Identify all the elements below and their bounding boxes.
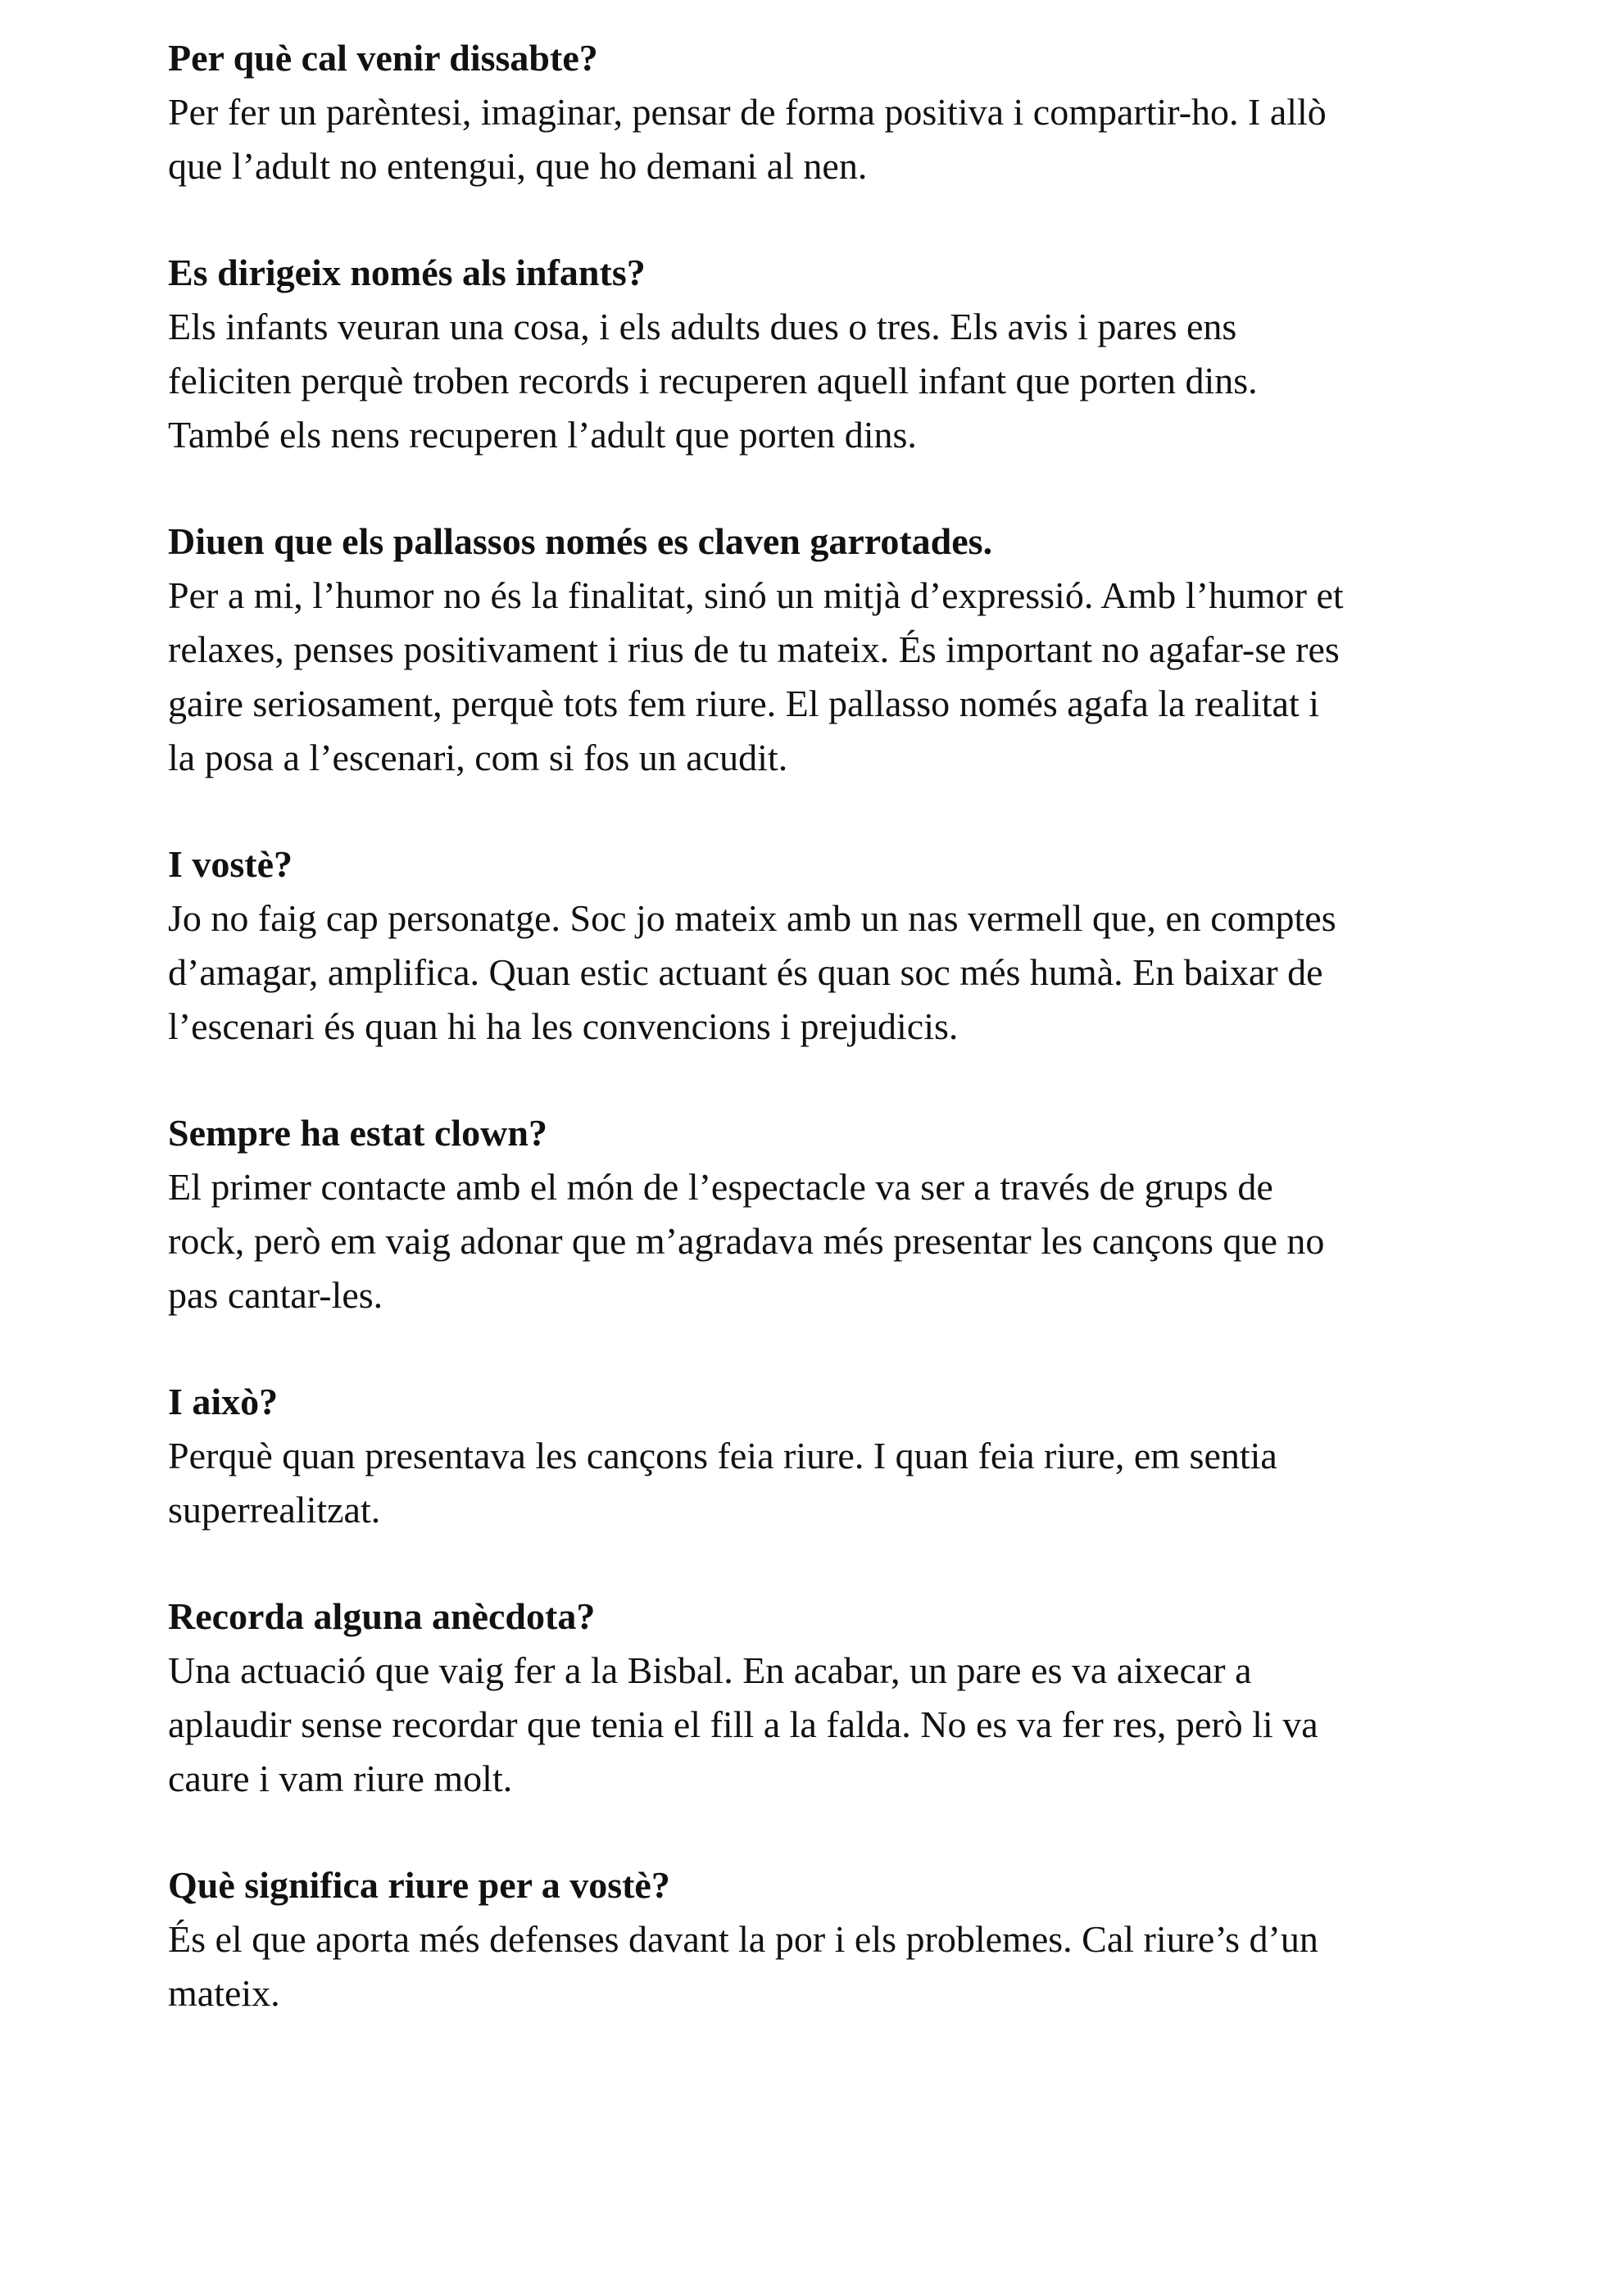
interview-document [168, 31, 1561, 2073]
answer-paragraph [168, 1912, 1561, 2021]
question-heading: Es dirigeix només als infants? [168, 252, 646, 293]
question-heading: Què significa riure per a vostè? [168, 1864, 670, 1906]
answer-paragraph [168, 1644, 1561, 1806]
answer-line: Per a mi, l’humor no és la finalitat, sinó un mitjà d’expressió. Amb l’humor et [168, 574, 1344, 616]
answer-line: També els nens recuperen l’adult que porten dins. [168, 414, 917, 456]
answer-paragraph [168, 85, 1561, 193]
question-heading: Sempre ha estat clown? [168, 1112, 547, 1154]
answer-line: rock, però em vaig adonar que m’agradava més presentar les cançons que no [168, 1220, 1325, 1262]
answer-line: Perquè quan presentava les cançons feia riure. I quan feia riure, em sentia [168, 1435, 1277, 1476]
answer-paragraph [168, 1160, 1561, 1322]
qa-block-5 [168, 1106, 1561, 1322]
answer-line: superrealitzat. [168, 1489, 381, 1531]
answer-line: la posa a l’escenari, com si fos un acudit. [168, 737, 788, 778]
answer-line: feliciten perquè troben records i recuperen aquell infant que porten dins. [168, 360, 1258, 401]
question-heading: Recorda alguna anècdota? [168, 1595, 596, 1637]
answer-line: El primer contacte amb el món de l’espectacle va ser a través de grups de [168, 1166, 1273, 1208]
qa-block-3 [168, 515, 1561, 785]
answer-line: d’amagar, amplifica. Quan estic actuant és quan soc més humà. En baixar de [168, 951, 1323, 993]
qa-block-2 [168, 246, 1561, 462]
answer-paragraph [168, 891, 1561, 1054]
question-heading: Per què cal venir dissabte? [168, 37, 598, 79]
answer-line: Els infants veuran una cosa, i els adults dues o tres. Els avis i pares ens [168, 306, 1237, 347]
answer-line: gaire seriosament, perquè tots fem riure. El pallasso només agafa la realitat i [168, 683, 1320, 724]
answer-line: Per fer un parèntesi, imaginar, pensar de forma positiva i compartir-ho. I allò [168, 91, 1327, 133]
answer-line: Jo no faig cap personatge. Soc jo mateix amb un nas vermell que, en comptes [168, 897, 1336, 939]
answer-paragraph [168, 300, 1561, 462]
answer-line: pas cantar-les. [168, 1274, 383, 1316]
answer-line: l’escenari és quan hi ha les convencions i prejudicis. [168, 1005, 959, 1047]
qa-block-4 [168, 837, 1561, 1054]
answer-line: caure i vam riure molt. [168, 1758, 513, 1799]
question-heading: I això? [168, 1381, 279, 1422]
qa-block-7 [168, 1590, 1561, 1806]
question-heading: Diuen que els pallassos només es claven garrotades. [168, 520, 993, 562]
answer-line: relaxes, penses positivament i rius de tu mateix. És important no agafar-se res [168, 628, 1340, 670]
answer-line: És el que aporta més defenses davant la por i els problemes. Cal riure’s d’un [168, 1918, 1318, 1960]
answer-line: que l’adult no entengui, que ho demani al nen. [168, 145, 868, 187]
answer-paragraph [168, 1429, 1561, 1537]
qa-block-1 [168, 31, 1561, 193]
answer-line: aplaudir sense recordar que tenia el fill a la falda. No es va fer res, però li va [168, 1703, 1318, 1745]
question-heading: I vostè? [168, 843, 293, 885]
answer-line: Una actuació que vaig fer a la Bisbal. En acabar, un pare es va aixecar a [168, 1649, 1252, 1691]
answer-line: mateix. [168, 1972, 280, 2014]
qa-block-6 [168, 1375, 1561, 1537]
qa-block-8 [168, 1858, 1561, 2021]
answer-paragraph [168, 569, 1561, 785]
